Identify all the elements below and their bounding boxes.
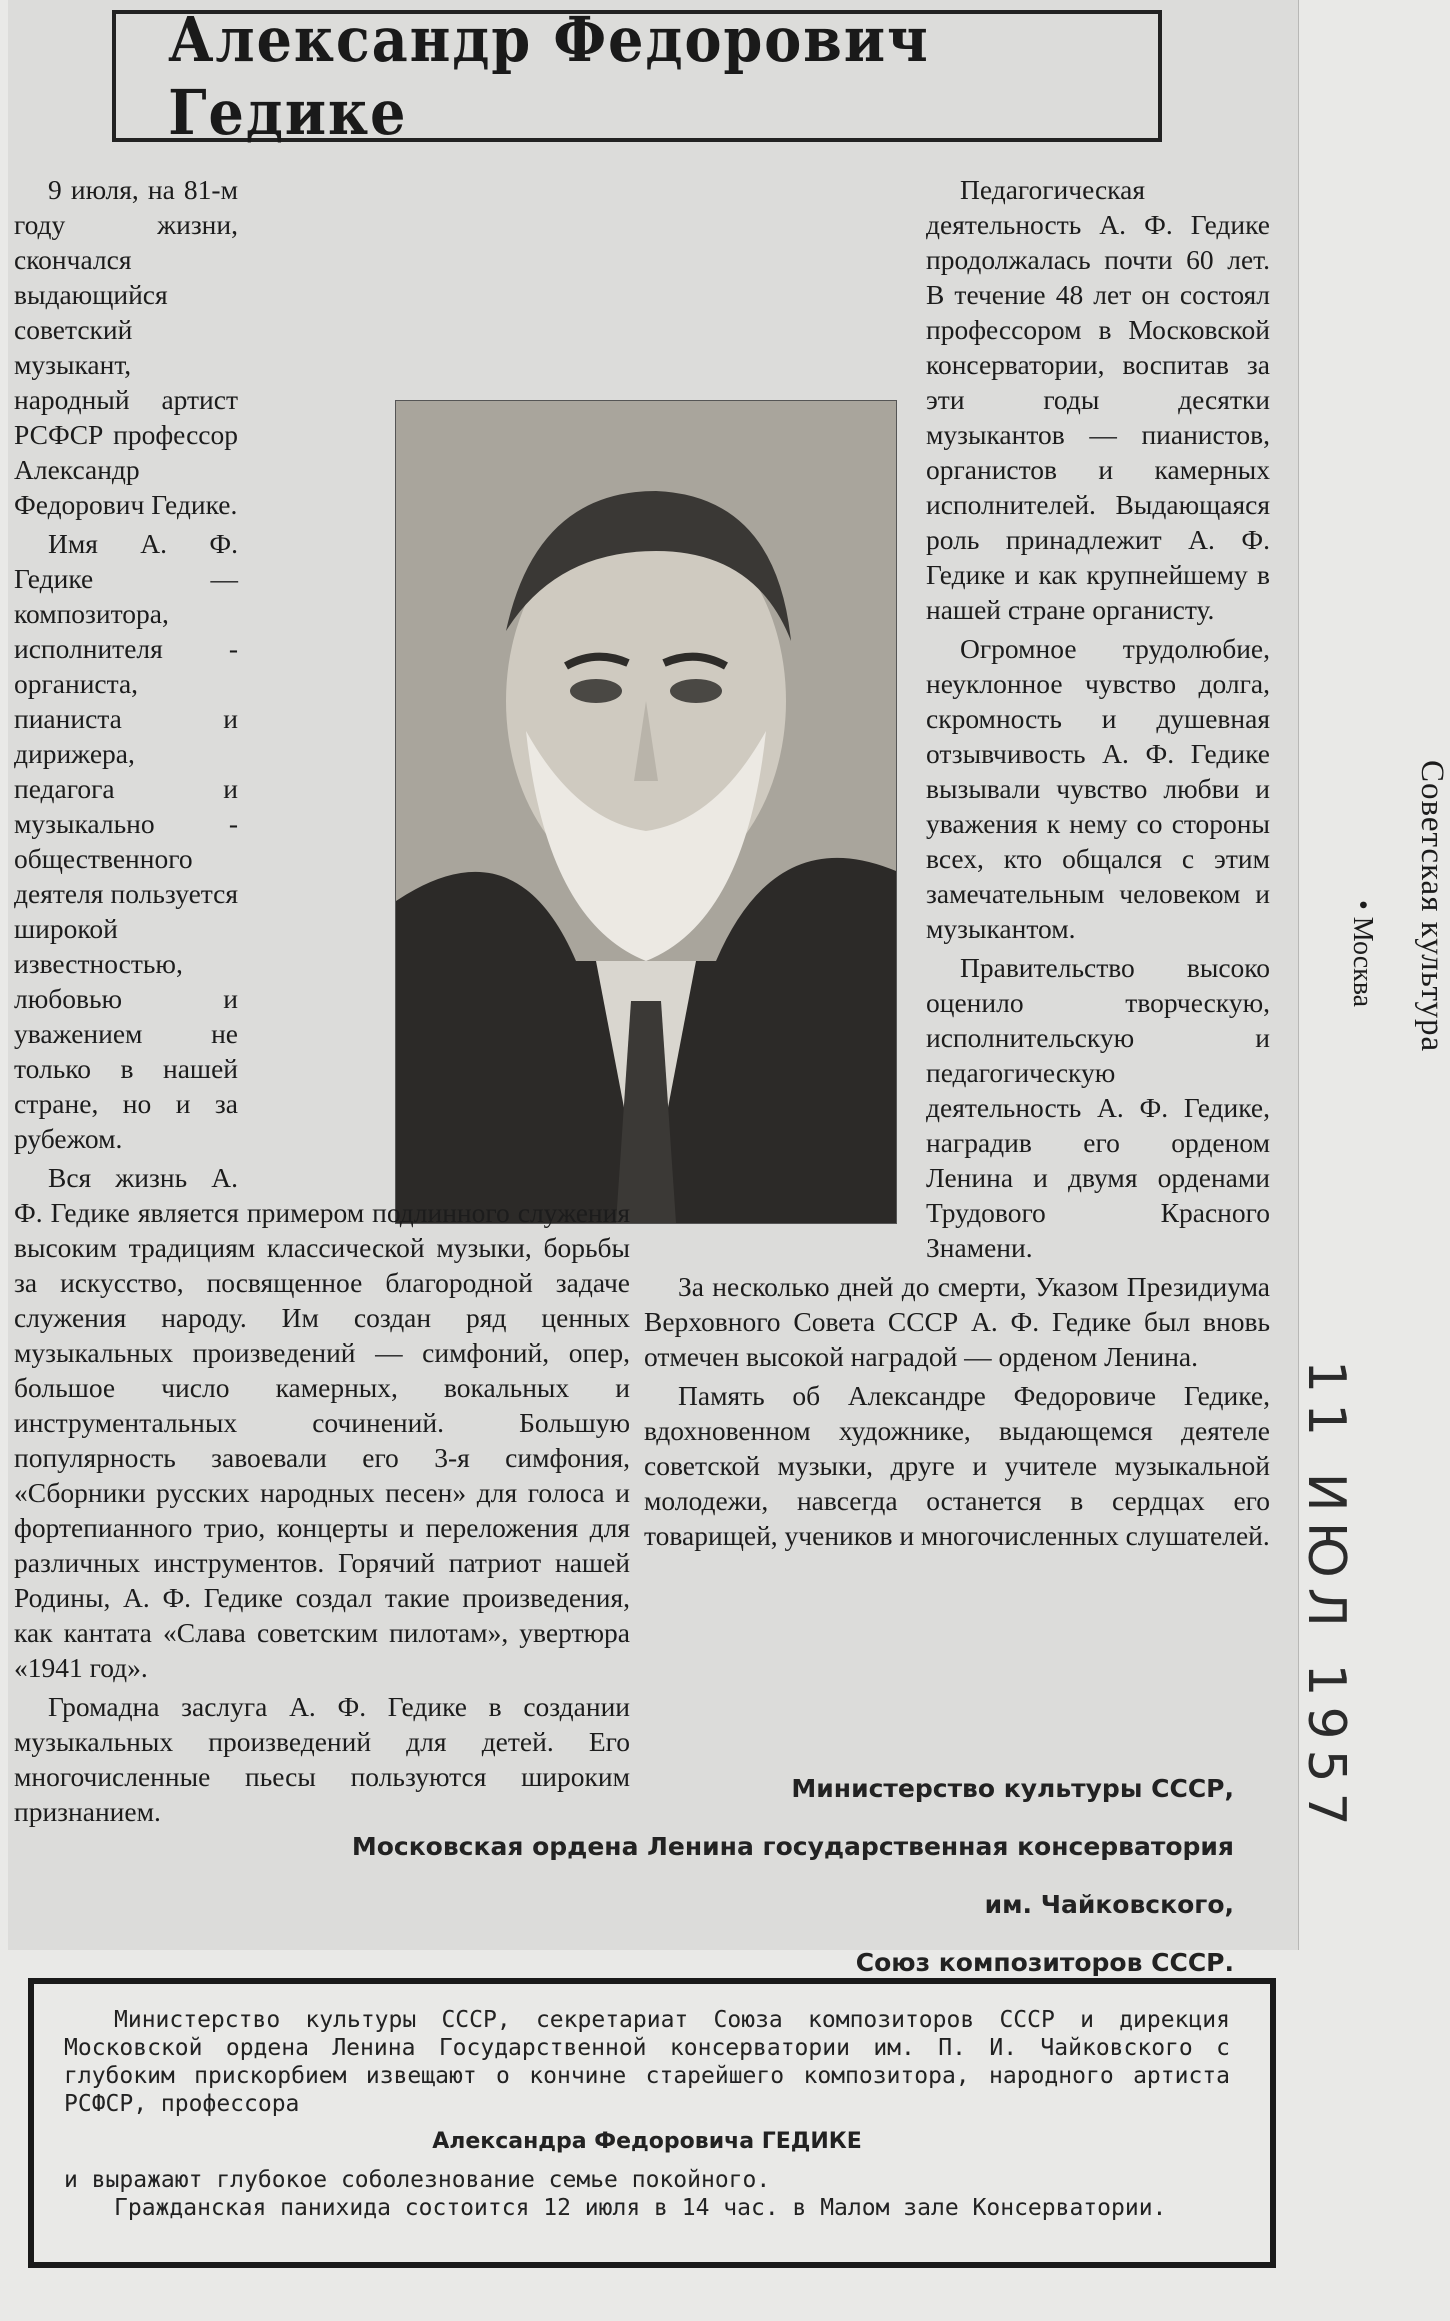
notice-paragraph: Министерство культуры СССР, секретариат Союза композиторов СССР и дирекция Московской ордена Ленина Государственной консерватории им. П. И. Чайковского с глубоким прискорбием извещают о кончине старейшего композитора, народного артиста РСФСР, профессора bbox=[64, 2007, 1230, 2117]
signature-line: им. Чайковского, bbox=[984, 1890, 1234, 1919]
notice-paragraph: Гражданская панихида состоится 12 июля в 14 час. в Малом зале Консерватории. bbox=[114, 2195, 1167, 2221]
notice-paragraph: и выражают глубокое соболезнование семье покойного. bbox=[64, 2167, 771, 2193]
article-paragraph: За несколько дней до смерти, Указом Президиума Верховного Совета СССР А. Ф. Гедике был вновь отмечен высокой наградой — орденом Ленина. bbox=[644, 1271, 1270, 1372]
date-stamp: 11 ИЮЛ 1957 bbox=[1296, 1360, 1356, 1836]
article-paragraph: Правительство высоко оценило творческую, исполнительскую и педагогическую деятельность А. Ф. Гедике, наградив его орденом Ленина и двумя орденами Трудового Красного Знамени. bbox=[926, 952, 1270, 1263]
article-paragraph: Громадна заслуга А. Ф. Гедике в создании музыкальных произведений для детей. Его многочисленные пьесы пользуются широким признанием. bbox=[14, 1691, 630, 1827]
newspaper-name-stamp: Советская культура bbox=[1414, 760, 1450, 1053]
signature-line: Союз композиторов СССР. bbox=[855, 1948, 1234, 1977]
headline: Александр Федорович Гедике bbox=[168, 3, 930, 149]
obituary-notice bbox=[28, 1978, 1276, 2268]
article-column-right bbox=[644, 172, 1270, 1557]
article-paragraph: Педагогическая деятельность А. Ф. Гедике продолжалась почти 60 лет. В течение 48 лет он состоял профессором в Московской консерватории, воспитав за эти годы десятки музыкантов — пианистов, органистов и камерных исполнителей. Выдающаяся роль принадлежит А. Ф. Гедике и как крупнейшему в нашей стране органисту. bbox=[926, 174, 1270, 625]
signatures bbox=[14, 1760, 1234, 1992]
article-column-left bbox=[14, 172, 630, 1833]
article-paragraph: 9 июля, на 81-м году жизни, скончался выдающийся советский музыкант, народный артист РСФСР профессор Александр Федорович Гедике. bbox=[14, 174, 238, 520]
article-paragraph: Огромное трудолюбие, неуклонное чувство долга, скромность и душевная отзывчивость А. Ф. Гедике вызывали чувство любви и уважения к нему со стороны всех, кто общался с этим замечательным человеком и музыкантом. bbox=[926, 633, 1270, 944]
signature-line: Министерство культуры СССР, bbox=[791, 1774, 1234, 1803]
signature-line: Московская ордена Ленина государственная консерватория bbox=[351, 1832, 1234, 1861]
article-paragraph: Имя А. Ф. Гедике — композитора, исполнителя - органиста, пианиста и дирижера, педагога и музыкально - общественного деятеля пользуется широкой известностью, любовью и уважением не только в нашей стране, но и за рубежом. bbox=[14, 528, 238, 1154]
newspaper-city-stamp: • Москва bbox=[1347, 900, 1378, 1008]
article-paragraph: Память об Александре Федоровиче Гедике, вдохновенном художнике, выдающемся деятеле советской музыки, друге и учителе музыкальной молодежи, навсегда останется в сердцах его товарищей, учеников и многочисленных слушателей. bbox=[644, 1380, 1270, 1551]
article-paragraph: Вся жизнь А. Ф. Гедике является примером подлинного служения высоким традициям классической музыки, борьбы за искусство, посвященное благородной задаче служения народу. Им создан ряд ценных музыкальных произведений — симфоний, опер, большое число камерных, вокальных и инструментальных сочинений. Большую популярность завоевали его 3-я симфония, «Сборники русских народных песен» для голоса и фортепианного трио, концерты и переложения для различных инструментов. Горячий патриот нашей Родины, А. Ф. Гедике создал такие произведения, как кантата «Слава советским пилотам», увертюра «1941 год». bbox=[14, 1162, 630, 1683]
notice-name: Александра Федоровича ГЕДИКЕ bbox=[432, 2129, 862, 2154]
headline-box bbox=[112, 3, 1162, 149]
